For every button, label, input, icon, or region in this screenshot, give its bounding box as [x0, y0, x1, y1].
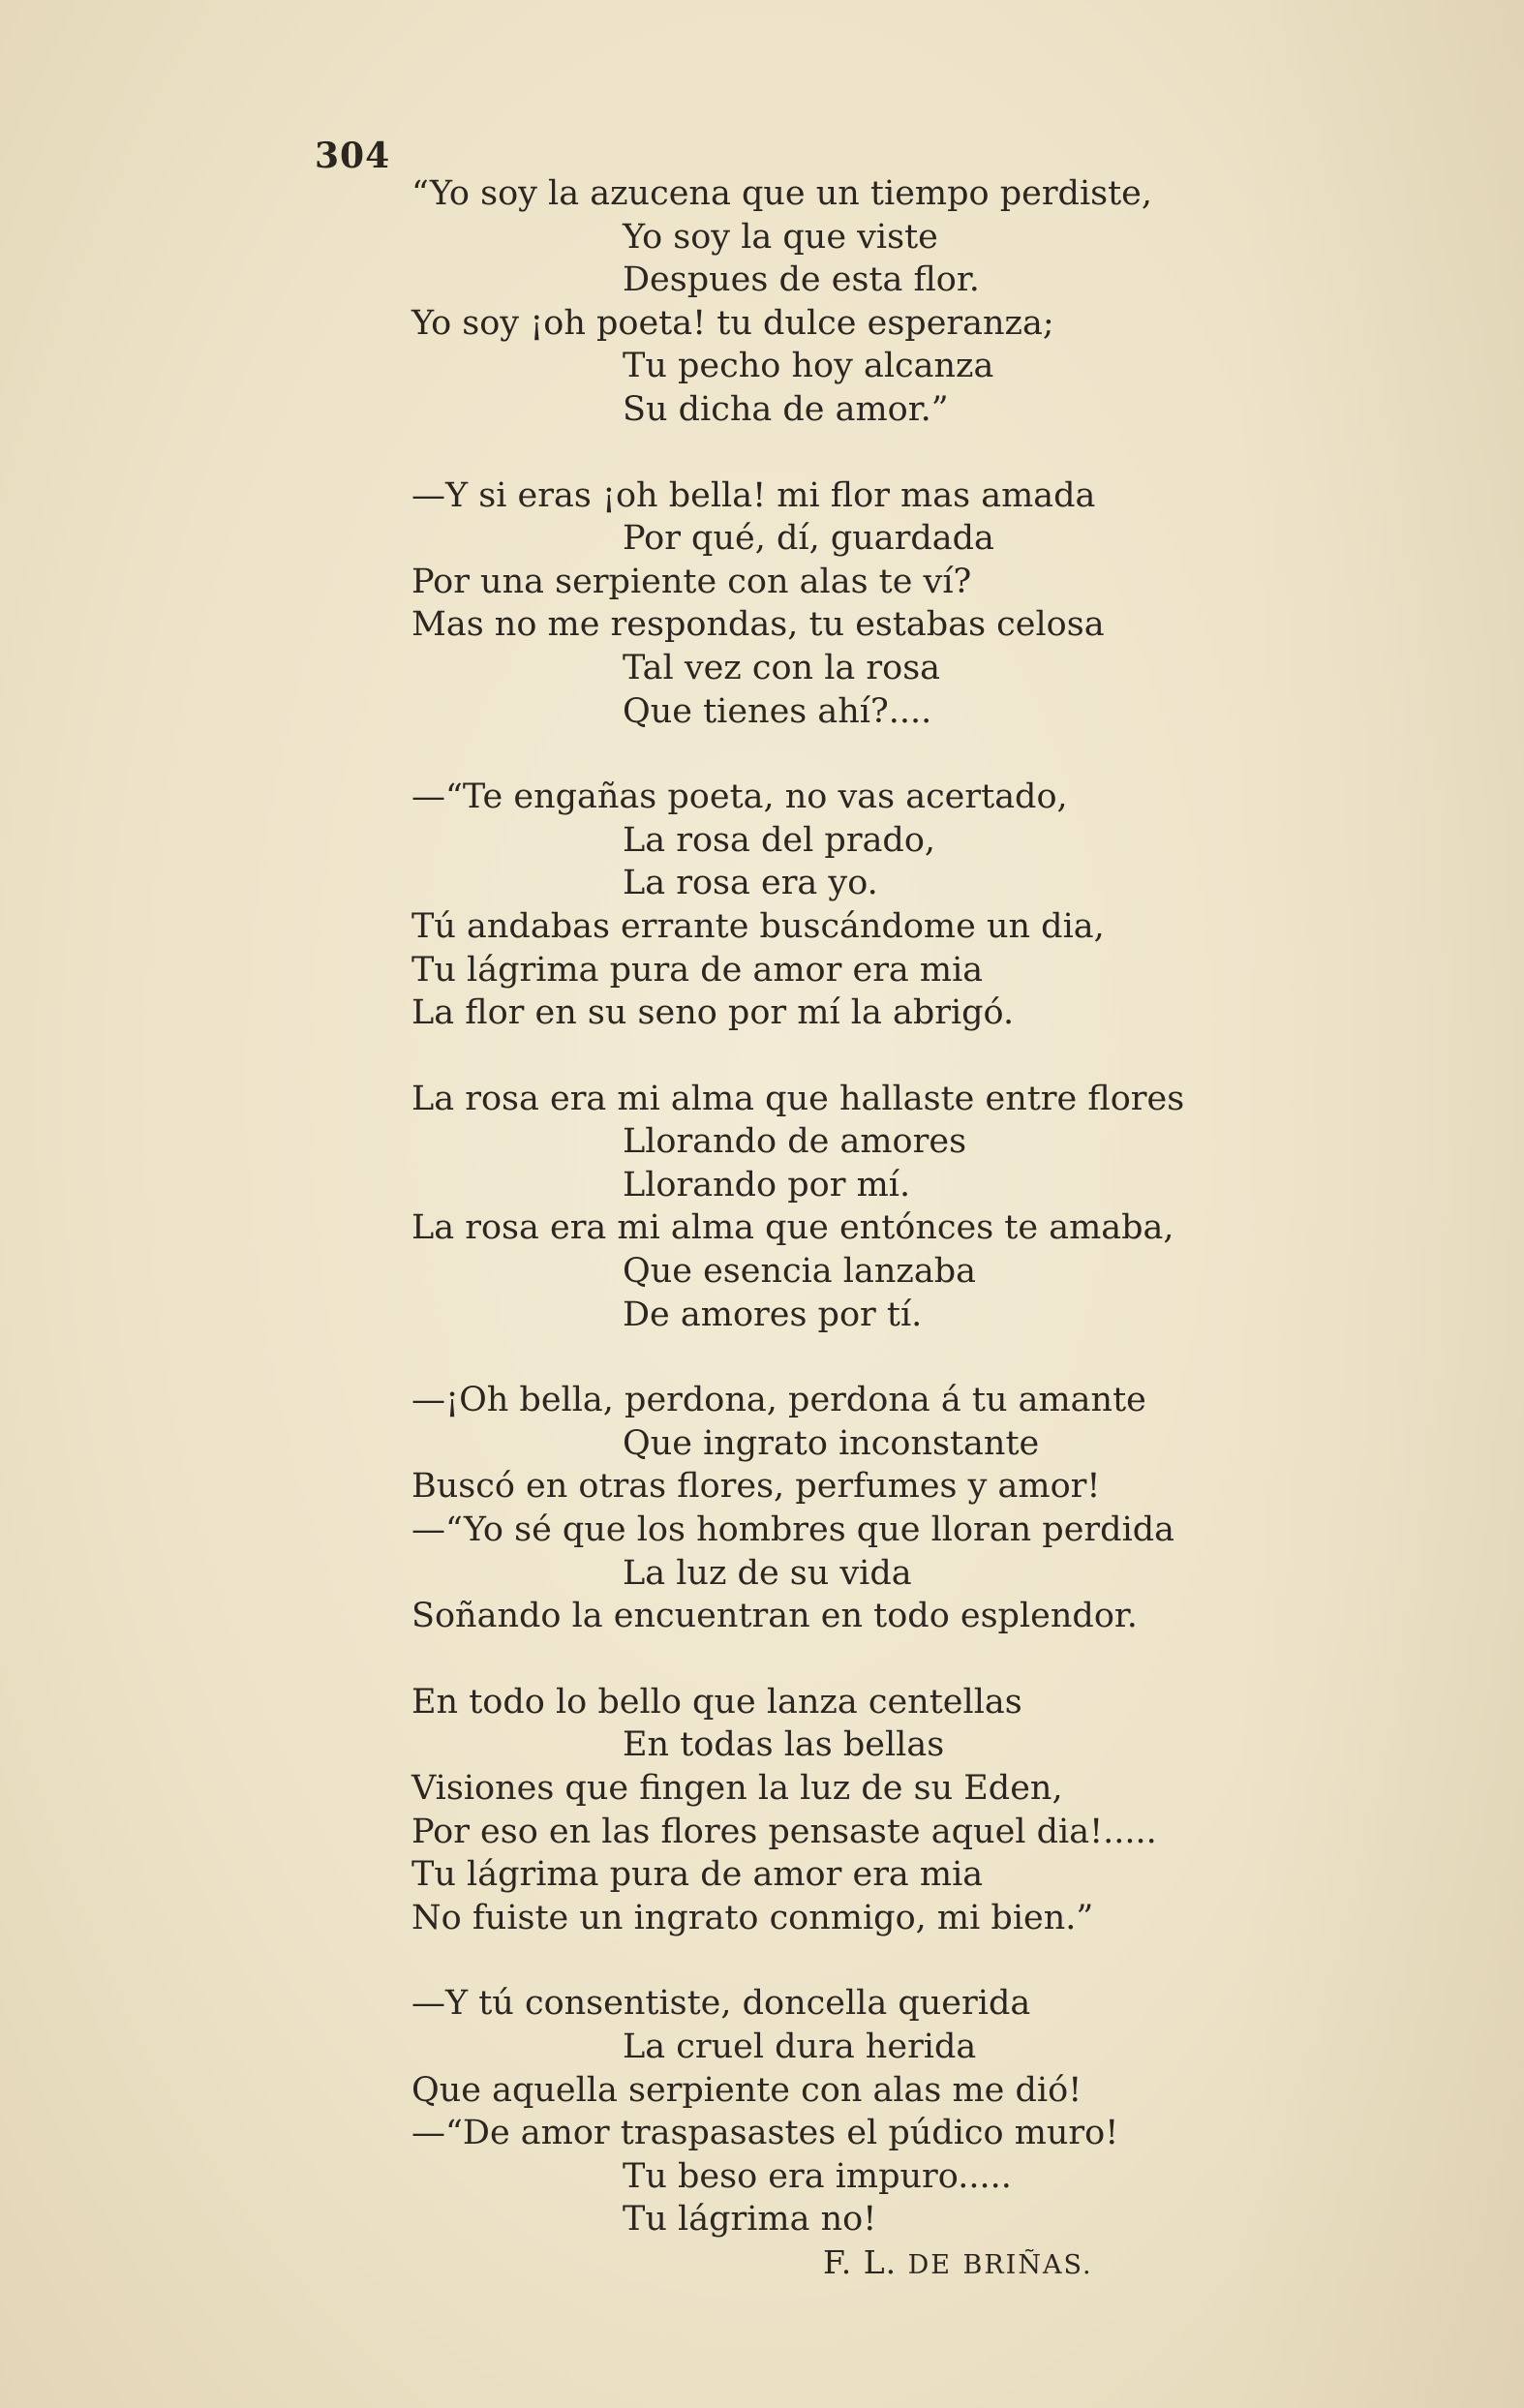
verse-line: —“Yo sé que los hombres que lloran perdida [411, 1510, 1175, 1550]
verse-line: Visiones que fingen la luz de su Eden, [411, 1769, 1063, 1808]
verse-line: Yo soy ¡oh poeta! tu dulce esperanza; [411, 303, 1054, 343]
verse-line: Tu beso era impuro..... [623, 2156, 1012, 2196]
verse-line: —“Te engañas poeta, no vas acertado, [411, 777, 1068, 817]
stanza [411, 1078, 1264, 1337]
signature-initials: F. L. [823, 2242, 898, 2281]
verse-line: Tu pecho hoy alcanza [623, 347, 994, 386]
verse-line: Que aquella serpiente con alas me dió! [411, 2070, 1082, 2110]
verse-line: Tal vez con la rosa [623, 648, 941, 687]
verse-line: —“De amor traspasastes el púdico muro! [411, 2114, 1119, 2153]
stanza [411, 776, 1264, 1035]
page-number: 304 [315, 136, 391, 176]
verse-line: Por una serpiente con alas te ví? [411, 562, 972, 601]
stanza [411, 1982, 1264, 2241]
verse-line: Llorando de amores [623, 1122, 967, 1162]
verse-line: Tu lágrima pura de amor era mia [411, 1855, 984, 1895]
signature-surname: BRIÑAS. [962, 2249, 1093, 2280]
verse-line: Llorando por mí. [623, 1165, 911, 1204]
verse-line: La rosa era mi alma que hallaste entre flores [411, 1079, 1185, 1118]
verse-line: La flor en su seno por mí la abrigó. [411, 993, 1015, 1033]
verse-line: En todas las bellas [623, 1725, 945, 1765]
verse-line: De amores por tí. [623, 1295, 923, 1334]
verse-line: —Y tú consentiste, doncella querida [411, 1984, 1031, 2024]
poem-body [411, 172, 1264, 2288]
verse-line: Yo soy la que viste [623, 217, 938, 257]
verse-line: La rosa era mi alma que entónces te amaba, [411, 1208, 1174, 1248]
verse-line: La luz de su vida [623, 1553, 912, 1593]
signature-particle: DE [907, 2249, 952, 2280]
verse-line: No fuiste un ingrato conmigo, mi bien.” [411, 1898, 1094, 1937]
verse-line: Soñando la encuentran en todo esplendor. [411, 1597, 1138, 1636]
verse-line: En todo lo bello que lanza centellas [411, 1682, 1022, 1722]
verse-line: Despues de esta flor. [623, 260, 980, 300]
verse-line: Que esencia lanzaba [623, 1252, 976, 1292]
stanza [411, 1379, 1264, 1638]
verse-line: La rosa era yo. [623, 864, 878, 903]
verse-line: La cruel dura herida [623, 2027, 977, 2066]
verse-line: “Yo soy la azucena que un tiempo perdiste, [411, 174, 1153, 213]
verse-line: Mas no me respondas, tu estabas celosa [411, 605, 1105, 645]
verse-line: La rosa del prado, [623, 820, 936, 860]
page-edge-shading [1234, 0, 1524, 2408]
verse-line: Su dicha de amor.” [623, 389, 949, 429]
verse-line: Tú andabas errante buscándome un dia, [411, 906, 1105, 946]
verse-line: Tu lágrima no! [623, 2200, 877, 2240]
verse-line: Tu lágrima pura de amor era mia [411, 950, 984, 990]
verse-line: Que tienes ahí?.... [623, 691, 932, 731]
stanza [411, 474, 1264, 734]
verse-line: Por eso en las flores pensaste aquel dia!..... [411, 1812, 1157, 1851]
verse-line: Que ingrato inconstante [623, 1423, 1040, 1463]
verse-line: —¡Oh bella, perdona, perdona á tu amante [411, 1381, 1146, 1420]
verse-line: Por qué, dí, guardada [623, 519, 994, 559]
verse-line: Buscó en otras flores, perfumes y amor! [411, 1467, 1101, 1507]
verse-line: —Y si eras ¡oh bella! mi flor mas amada [411, 475, 1096, 515]
stanza [411, 172, 1264, 432]
author-signature [411, 2241, 1264, 2288]
stanza [411, 1681, 1264, 1940]
